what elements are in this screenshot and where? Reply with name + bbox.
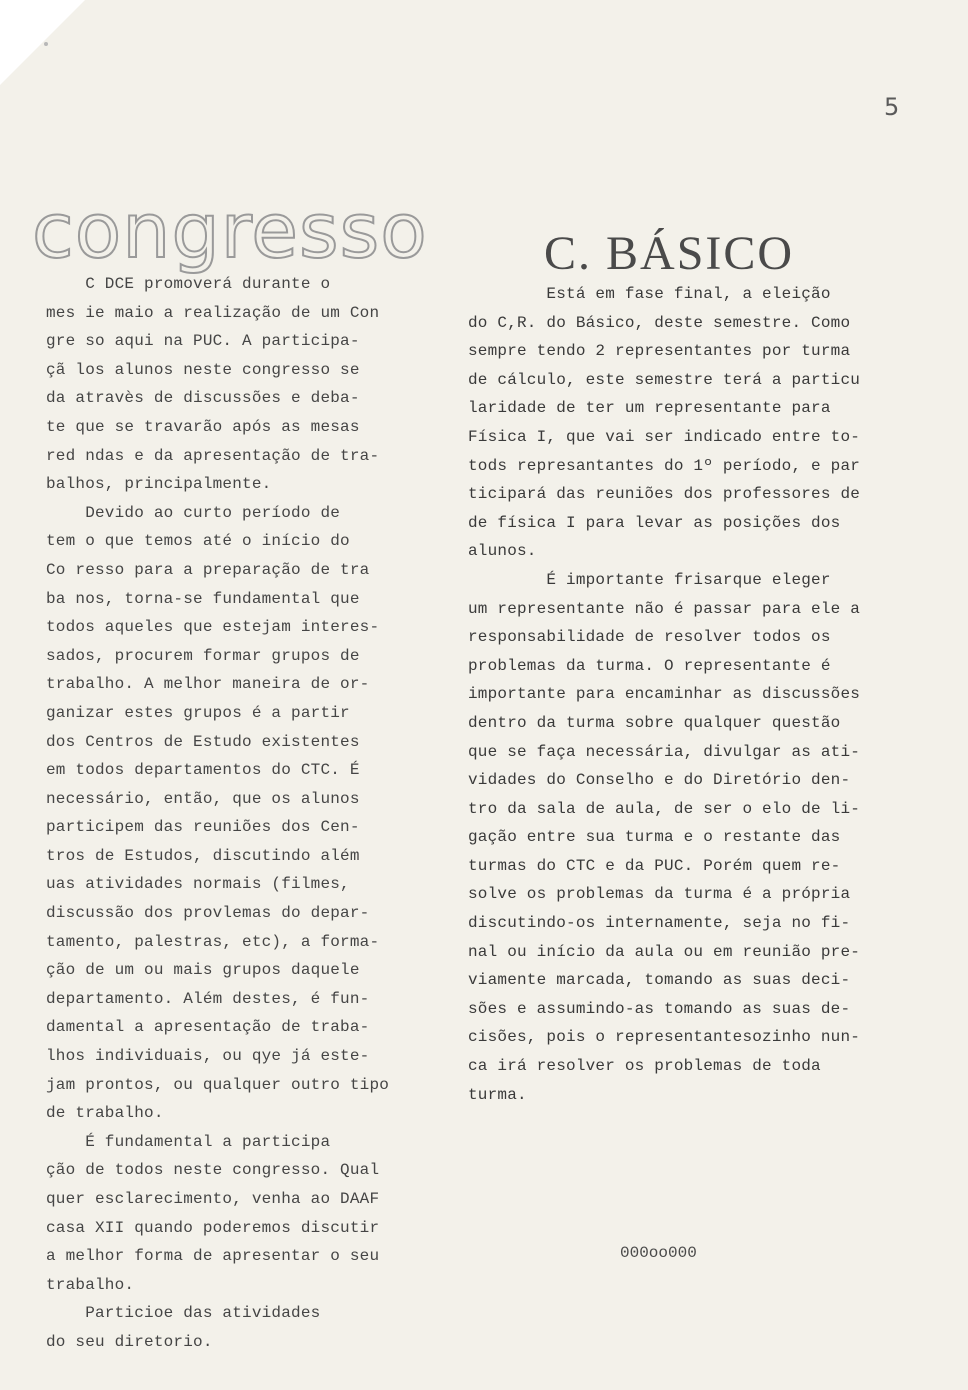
page-number: 5	[884, 93, 900, 121]
ink-speck	[44, 42, 48, 46]
congresso-heading: congresso	[32, 186, 428, 275]
basico-article-body: Está em fase final, a eleição do C,R. do Básico, deste semestre. Como sempre tendo 2 representantes por turma de cálculo, este semestre terá a particu laridade de ter um representante para Física I, que vai ser indicado entre to- tods represantantes do 1º período, e par ticipará das reuniões dos professores de de física I para levar as posições dos alunos. É importante frisarque eleger um representante não é passar para ele a responsabilidade de resolver todos os problemas da turma. O representante é importante para encaminhar as discussões dentro da turma sobre qualquer questão que se faça necessária, divulgar as ati- vidades do Conselho e do Diretório den- tro da sala de aula, de ser o elo de li- gação entre sua turma e o restante das turmas do CTC e da PUC. Porém quem re- solve os problemas da turma é a própria discutindo-os internamente, seja no fi- nal ou início da aula ou em reunião pre- viamente marcada, tomando as suas deci- sões e assumindo-as tomando as suas de- cisões, pois o representantesozinho nun- ca irá resolver os problemas de toda turma.	[468, 285, 861, 1104]
congresso-article-body: C DCE promoverá durante o mes ie maio a realização de um Con gre so aqui na PUC. A participa- çã los alunos neste congresso se da atravès de discussões e deba- te que se travarão após as mesas red ndas e da apresentação de tra- balhos, principalmente. Devido ao curto período de tem o que temos até o início do Co resso para a preparação de tra ba nos, torna-se fundamental que todos aqueles que estejam interes- sados, procurem formar grupos de trabalho. A melhor maneira de or- ganizar estes grupos é a partir dos Centros de Estudo existentes em todos departamentos do CTC. É necessário, então, que os alunos participem das reuniões dos Cen- tros de Estudos, discutindo além uas atividades normais (filmes, discussão dos provlemas do depar- tamento, palestras, etc), a forma- ção de um ou mais grupos daquele departamento. Além destes, é fun- damental a apresentação de traba- lhos individuais, ou qye já este- jam prontos, ou qualquer outro tipo de trabalho. É fundamental a participa ção de todos neste congresso. Qual quer esclarecimento, venha ao DAAF casa XII quando poderemos discutir a melhor forma de apresentar o seu trabalho. Particioe das atividades do seu diretorio.	[46, 275, 390, 1351]
article-end-mark: 000oo000	[620, 1244, 697, 1262]
basico-heading: C. BÁSICO	[544, 227, 795, 280]
folded-corner	[0, 0, 85, 85]
